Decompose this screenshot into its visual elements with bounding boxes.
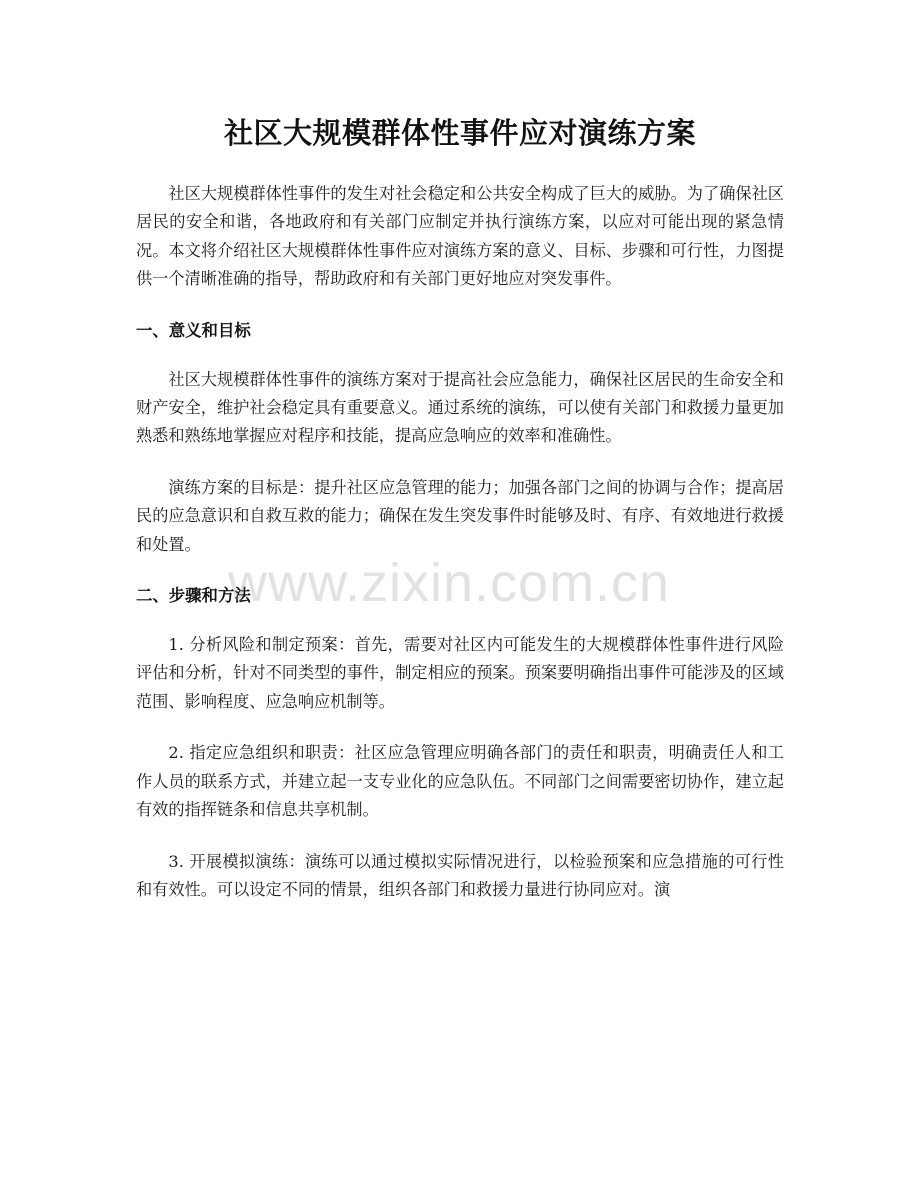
document-page <box>136 0 784 927</box>
step-paragraph: 1. 分析风险和制定预案：首先，需要对社区内可能发生的大规模群体性事件进行风险评估和分析，针对不同类型的事件，制定相应的预案。预案要明确指出事件可能涉及的区域范围、影响程度、应急响应机制等。 <box>136 635 784 711</box>
watermark: www.zixin.com.cn <box>228 553 671 613</box>
section-heading: 二、步骤和方法 <box>136 586 251 606</box>
section-paragraph: 演练方案的目标是：提升社区应急管理的能力；加强各部门之间的协调与合作；提高居民的应急意识和自救互救的能力；确保在发生突发事件时能够及时、有序、有效地进行救援和处置。 <box>136 477 784 554</box>
section-paragraph: 社区大规模群体性事件的演练方案对于提高社会应急能力，确保社区居民的生命安全和财产安全，维护社会稳定具有重要意义。通过系统的演练，可以使有关部门和救援力量更加熟悉和熟练地掌握应对程序和技能，提高应急响应的效率和准确性。 <box>136 369 784 446</box>
section-heading: 一、意义和目标 <box>136 320 251 340</box>
section-significance-and-goals <box>136 317 784 559</box>
step-paragraph: 3. 开展模拟演练：演练可以通过模拟实际情况进行，以检验预案和应急措施的可行性和有效性。可以设定不同的情景，组织各部门和救援力量进行协同应对。演 <box>136 851 784 899</box>
document-body <box>136 180 784 904</box>
document-title: 社区大规模群体性事件应对演练方案 <box>223 116 696 150</box>
intro-paragraph: 社区大规模群体性事件的发生对社会稳定和公共安全构成了巨大的威胁。为了确保社区居民的安全和谐，各地政府和有关部门应制定并执行演练方案，以应对可能出现的紧急情况。本文将介绍社区大规模群体性事件应对演练方案的意义、目标、步骤和可行性，力图提供一个清晰准确的指导，帮助政府和有关部门更好地应对突发事件。 <box>136 184 784 289</box>
section-steps-and-methods <box>136 582 784 904</box>
step-paragraph: 2. 指定应急组织和职责：社区应急管理应明确各部门的责任和职责，明确责任人和工作人员的联系方式，并建立起一支专业化的应急队伍。不同部门之间需要密切协作，建立起有效的指挥链条和信息共享机制。 <box>136 743 784 820</box>
